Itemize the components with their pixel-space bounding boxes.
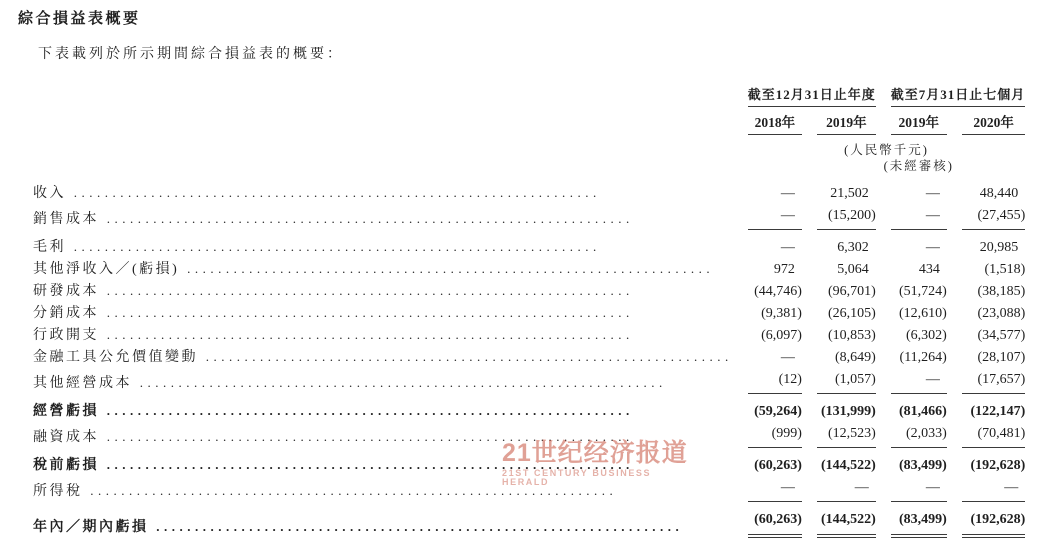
row-label: 金融工具公允價值變動 ..... — [33, 346, 733, 368]
spacer-cell — [817, 158, 876, 175]
table-row-other-net-income — [33, 258, 1025, 280]
col-header-2019-annual: 2019年 — [817, 107, 876, 135]
value-cell: (12,523) — [817, 422, 876, 448]
spacer-cell — [33, 158, 733, 175]
row-label: 銷售成本 ..... — [33, 204, 733, 230]
value-cell: (60,263) — [754, 458, 802, 473]
spacer-cell — [33, 84, 733, 107]
spacer-cell — [962, 158, 1025, 175]
table-row-loss-before-tax — [33, 448, 1025, 476]
value-cell: — — [748, 204, 802, 230]
watermark-chinese-text: 21世纪经济报道 — [502, 439, 688, 467]
table-row-rd-costs — [33, 280, 1025, 302]
value-cell: (70,481) — [962, 422, 1025, 448]
value-cell: — — [891, 204, 947, 230]
value-cell: (9,381) — [761, 306, 802, 321]
value-cell: (144,522) — [820, 458, 876, 473]
row-label: 經營虧損 ..... — [33, 394, 733, 422]
value-cell: (83,499) — [899, 458, 947, 473]
row-label: 稅前虧損 ..... — [33, 448, 733, 476]
value-cell: 20,985 — [979, 240, 1019, 255]
unaudited-note-cell — [883, 158, 954, 175]
value-cell: (122,147) — [970, 404, 1026, 419]
value-cell: (144,522) — [817, 502, 876, 538]
value-cell: (2,033) — [891, 422, 947, 448]
value-cell: (192,628) — [962, 502, 1025, 538]
value-cell: — — [925, 240, 940, 255]
value-cell: — — [780, 350, 795, 365]
col-group-annual: 截至12月31日止年度 — [748, 84, 876, 107]
value-cell: (83,499) — [891, 502, 947, 538]
watermark-english-text: 21ST CENTURY BUSINESS HERALD — [502, 468, 652, 487]
value-cell: (23,088) — [977, 306, 1026, 321]
col-header-2019-interim: 2019年 — [891, 107, 947, 135]
table-row-admin-expenses — [33, 324, 1025, 346]
row-label: 所得稅 ..... — [33, 476, 733, 502]
value-cell: — — [780, 186, 795, 201]
value-cell: (1,518) — [984, 262, 1026, 277]
spacer-cell — [33, 107, 733, 135]
value-cell: 48,440 — [979, 186, 1019, 201]
value-cell: (192,628) — [970, 458, 1026, 473]
value-cell: — — [748, 476, 802, 502]
table-row-distribution-costs — [33, 302, 1025, 324]
currency-unit-note: (人民幣千元) — [844, 143, 929, 157]
income-statement-table — [18, 84, 1040, 538]
value-cell: (26,105) — [827, 306, 876, 321]
row-label: 毛利 ..... — [33, 230, 733, 258]
value-cell: (34,577) — [977, 328, 1026, 343]
value-cell: 5,064 — [837, 262, 869, 277]
table-row-revenue — [33, 175, 1025, 204]
value-cell: (131,999) — [820, 404, 876, 419]
row-label: 其他淨收入／(虧損) ..... — [33, 258, 733, 280]
value-cell: (12,610) — [899, 306, 947, 321]
value-cell: 21,502 — [830, 186, 869, 201]
row-label: 融資成本 ..... — [33, 422, 733, 448]
table-row-cost-of-sales — [33, 204, 1025, 230]
col-header-2020: 2020年 — [962, 107, 1025, 135]
value-cell: (11,264) — [899, 350, 947, 365]
unaudited-note: (未經審核) — [883, 159, 954, 173]
col-group-seven-months: 截至7月31日止七個月 — [891, 84, 1026, 107]
value-cell: 6,302 — [837, 240, 869, 255]
value-cell: — — [925, 186, 940, 201]
row-label: 收入 ..... — [33, 175, 733, 204]
value-cell: — — [891, 368, 947, 394]
value-cell: (1,057) — [817, 368, 876, 394]
table-row-fair-value-change — [33, 346, 1025, 368]
unit-note-row — [33, 135, 1025, 158]
value-cell: (8,649) — [834, 350, 876, 365]
value-cell: — — [891, 476, 947, 502]
row-label: 研發成本 ..... — [33, 280, 733, 302]
value-cell: (38,185) — [977, 284, 1026, 299]
row-label: 行政開支 ..... — [33, 324, 733, 346]
table-row-operating-loss — [33, 394, 1025, 422]
table-row-loss-for-period — [33, 502, 1025, 538]
value-cell: 434 — [918, 262, 940, 277]
row-label: 分銷成本 ..... — [33, 302, 733, 324]
audit-note-row — [33, 158, 1025, 175]
value-cell: — — [817, 476, 876, 502]
value-cell: (27,455) — [962, 204, 1025, 230]
value-cell: (96,701) — [827, 284, 876, 299]
value-cell: (6,097) — [761, 328, 802, 343]
value-cell: (28,107) — [977, 350, 1026, 365]
value-cell: (81,466) — [899, 404, 947, 419]
table-row-income-tax — [33, 476, 1025, 502]
spacer-cell — [33, 135, 733, 158]
value-cell: (999) — [748, 422, 802, 448]
page-title: 綜合損益表概要 — [18, 11, 141, 27]
value-cell: 972 — [773, 262, 795, 277]
value-cell: — — [962, 476, 1025, 502]
value-cell: (6,302) — [906, 328, 947, 343]
table-row-finance-costs — [33, 422, 1025, 448]
spacer-cell — [748, 158, 802, 175]
column-header-row — [33, 107, 1025, 135]
column-group-header-row — [33, 84, 1025, 107]
value-cell: (59,264) — [754, 404, 802, 419]
value-cell: (10,853) — [827, 328, 876, 343]
row-label: 年內／期內虧損 ..... — [33, 502, 733, 538]
value-cell: (17,657) — [962, 368, 1025, 394]
col-header-2018: 2018年 — [748, 107, 802, 135]
value-cell: (44,746) — [754, 284, 802, 299]
table-row-other-operating-costs — [33, 368, 1025, 394]
value-cell: (12) — [748, 368, 802, 394]
page-subtitle: 下表載列於所示期間綜合損益表的概要： — [38, 47, 344, 62]
row-label: 其他經營成本 ..... — [33, 368, 733, 394]
table-row-gross-profit — [33, 230, 1025, 258]
value-cell: (51,724) — [899, 284, 947, 299]
value-cell: (15,200) — [817, 204, 876, 230]
value-cell: (60,263) — [748, 502, 802, 538]
value-cell: — — [780, 240, 795, 255]
